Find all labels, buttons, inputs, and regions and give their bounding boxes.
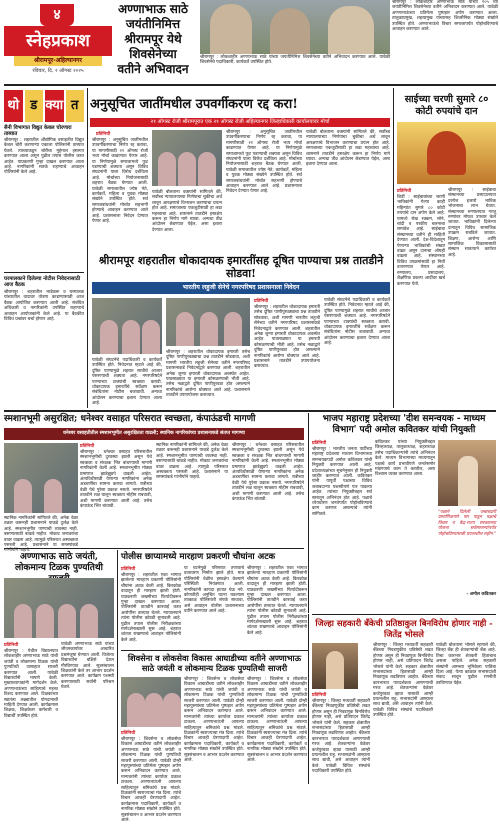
- edition-city: श्रीरामपूर-अहिल्यानगर: [14, 56, 102, 66]
- column-divider: [87, 88, 88, 408]
- masthead-story-text: श्रीरामपूर : लोकशाहीर अण्णाभाऊ साठे यांच्या १०५ व्या जयंतीनिमित्त शिवसेनेच्या वतीने अभिवादन करण्यात आले. यावेळी अण्णाभाऊंच्या प्रतिमेला पुष्पहार अर्पण करण्यात आला. तालुकाप्रमुख, शहरप्रमुख यांच्यासह शिवसैनिक मोठ्या संख्येने उपस्थित होते. अण्णाभाऊंचे विचार समाजापर्यंत पोहोचविण्याचे आवाहन करण्यात आले.: [392, 0, 498, 33]
- police-body-col2: या घटनेमुळे परिसरात तणावाचे वातावरण निर्माण झाले होते. मात्र पोलिसांनी वेळीच हस्तक्षेप केल्याने परिस्थिती नियंत्रणात आली. नागरिकांनी कायदा हातात घेऊ नये. कोणतीही अनुचित घटना घडल्यास तात्काळ पोलिसांशी संपर्क साधावा, असे आवाहन पोलीस प्रशासनाच्या वतीने करण्यात आले आहे.: [184, 566, 244, 615]
- water-dateline: प्रतिनिधी: [254, 299, 269, 304]
- annabhau-photo: [4, 578, 114, 638]
- lead-body-col4: यावेळी बोलताना वक्त्यांनी सांगितले की, सर्वोच्च न्यायालयाच्या निर्णयाचा चुकीचा अर्थ लावून आरक्षणाचे विभाजन करण्याचा प्रयत्न होत आहे. समाजाच्या एकजुटीसाठी हा लढा महत्त्वाचा आहे. शासनाने तातडीने हस्तक्षेप करून हा निर्णय मागे घ्यावा. अन्यथा तीव्र आंदोलन छेडण्यात येईल, असा इशारा देण्यात आला.: [306, 130, 390, 168]
- cemetery-body-col0: स्थानिक नागरिकांनी सांगितले की, अनेक वेळा तक्रार करूनही प्रशासनाने याकडे दुर्लक्ष केले आहे. स्मशानभूमीत पाण्याची व्यवस्था नाही. बसण्यासाठी बाकडे नाहीत. मोकाट जनावरांचा वावर वाढला आहे. त्यामुळे परिसरात अस्वच्छता पसरली आहे. प्रशासनाने या समस्यांकडे गांभीर्याने पाहावे.: [4, 516, 78, 554]
- masthead-photo: [200, 0, 390, 54]
- annabhau-body-col1: श्रीरामपूर : येथील विद्यालयात लोकशाहीर अण्णाभाऊ साठे यांची जयंती व लोकमान्य टिळक यांची पुण्यतिथी उत्साहात साजरी करण्यात आली. यावेळी विद्यार्थ्यांनी भाषणे केली. मुख्याध्यापकांनी मार्गदर्शन केले. अण्णाभाऊंच्या साहित्याचे महत्त्व विशद करण्यात आले. टिळकांच्या स्वातंत्र्य लढ्यातील योगदानाची माहिती देण्यात आली. कार्यक्रमास शिक्षक, शिक्षकेतर कर्मचारी व विद्यार्थी उपस्थित होते.: [4, 649, 58, 719]
- temple-headline: साईच्या चरणी सुमारे ८० कोटी रुपयांचे दान: [404, 94, 489, 117]
- bjp-dateline: प्रतिनिधी: [312, 441, 327, 446]
- section-divider: [4, 548, 304, 549]
- section-divider: [4, 410, 496, 412]
- water-photo: [92, 298, 162, 354]
- column-divider: [393, 88, 394, 408]
- edition-date: रविवार, दि. २ ऑगस्ट २०२५: [32, 68, 84, 74]
- police-body-col1: श्रीरामपूर : शहरातील एका भागात झालेल्या मारहाण प्रकरणी पोलिसांनी चौघांना अटक केली आहे. किरकोळ वादातून ही मारहाण झाली होती. याप्रकरणी जखमीच्या फिर्यादीवरून गुन्हा दाखल करण्यात आला. पोलिसांनी तातडीने कारवाई करत आरोपींना ताब्यात घेतले. न्यायालयाने त्यांना पोलीस कोठडी सुनावली आहे. पुढील तपास पोलीस निरीक्षकांच्या मार्गदर्शनाखाली सुरू आहे. शहरात शांतता राखण्याचे आवाहन पोलिसांनी केले आहे.: [121, 573, 181, 643]
- cemetery-body-col1: श्रीरामपूर : धनेश्वर वसाहत परिसरातील स्मशानभूमीची दुरवस्था झाली असून येथे स्वच्छता व संरक्षक भिंत बांधण्याची मागणी नागरिकांनी केली आहे. स्मशानभूमीत मोठ्या प्रमाणात झाडेझुडपे वाढली आहेत. अंत्यविधीसाठी येणाऱ्या नागरिकांना अनेक अडचणींचा सामना करावा लागतो. रात्रीच्या वेळी येथे पुरेसा प्रकाश नसतो. नगरपरिषदेने तातडीने लक्ष घालून स्वच्छता मोहीम राबवावी, अशी मागणी करण्यात आली आहे. तसेच कंपाऊंड भिंत बांधावी.: [80, 450, 152, 510]
- column-divider: [308, 413, 309, 613]
- police-body-col3: श्रीरामपूर : शहरातील एका भागात झालेल्या मारहाण प्रकरणी पोलिसांनी चौघांना अटक केली आहे. किरकोळ वादातून ही मारहाण झाली होती. याप्रकरणी जखमीच्या फिर्यादीवरून गुन्हा दाखल करण्यात आला. पोलिसांनी तातडीने कारवाई करत आरोपींना ताब्यात घेतले. न्यायालयाने त्यांना पोलीस कोठडी सुनावली आहे. पुढील तपास पोलीस निरीक्षकांच्या मार्गदर्शनाखाली सुरू आहे. शहरात शांतता राखण्याचे आवाहन पोलिसांनी केले आहे.: [247, 566, 307, 636]
- brief-divider: [4, 272, 84, 273]
- shivsena-photo: [121, 677, 181, 727]
- brief-2-title: घरमालकाने दिलेल्या नोटीस निवेदनासाठी आज बैठक: [4, 276, 81, 289]
- temple-body-col2: श्रीरामपूर : साईबाबा संस्थानच्या प्रसादालयात दररोज हजारो भाविक भोजनाचा लाभ घेतात. संस्थानच्या रुग्णालयात गरजू रुग्णांवर मोफत उपचार केले जातात. भाविकांनी दिलेल्या दानातून विविध सामाजिक उपक्रम राबविले जातात. शिक्षण, आरोग्य आणि सामाजिक विकासासाठी संस्थान सातत्याने कार्यरत आहे.: [448, 188, 496, 258]
- masthead-logo-block: [4, 4, 112, 78]
- bank-dateline: प्रतिनिधी: [312, 693, 327, 698]
- shivsena-body-col2: श्रीरामपूर : शिवसेना व लोकसेवा विकास आघाडीच्या वतीने लोकशाहीर अण्णाभाऊ साठे यांची जयंती व लोकमान्य टिळक यांची पुण्यतिथी साजरी करण्यात आली. यावेळी दोन्ही महापुरुषांच्या प्रतिमेला पुष्पहार अर्पण करून अभिवादन करण्यात आले. मान्यवरांनी त्यांच्या कार्यावर प्रकाश टाकला. अण्णाभाऊंनी आपल्या साहित्यातून श्रमिकांचे प्रश्न मांडले. टिळकांनी स्वराज्याचा मंत्र दिला. त्यांचे विचार आजही प्रेरणादायी आहेत. कार्यक्रमास पदाधिकारी, कार्यकर्ते व नागरिक मोठ्या संख्येने उपस्थित होते. सूत्रसंचालन व आभार प्रदर्शन करण्यात आले.: [184, 677, 244, 764]
- cemetery-body-col3: श्रीरामपूर : धनेश्वर वसाहत परिसरातील स्मशानभूमीची दुरवस्था झाली असून येथे स्वच्छता व संरक्षक भिंत बांधण्याची मागणी नागरिकांनी केली आहे. स्मशानभूमीत मोठ्या प्रमाणात झाडेझुडपे वाढली आहेत. अंत्यविधीसाठी येणाऱ्या नागरिकांना अनेक अडचणींचा सामना करावा लागतो. रात्रीच्या वेळी येथे पुरेसा प्रकाश नसतो. नगरपरिषदेने तातडीने लक्ष घालून स्वच्छता मोहीम राबवावी, अशी मागणी करण्यात आली आहे. तसेच कंपाऊंड भिंत बांधावी.: [232, 443, 304, 503]
- water-body-col2: श्रीरामपूर : शहरातील धोकादायक इमारती तसेच दूषित पाणीपुरवठ्याचा प्रश्न तातडीने सोडवावा, अशी मागणी भारतीय लहुजी सेनेच्या वतीने नगरपरिषद प्रशासनाकडे निवेदनाद्वारे करण्यात आली. शहरातील अनेक जुन्या इमारती धोकादायक अवस्थेत आहेत. पावसाळ्यात या इमारती कोसळण्याची भीती आहे. तसेच नळाद्वारे दूषित पाणीपुरवठा होत असल्याने नागरिकांचे आरोग्य धोक्यात आले आहे. प्रशासनाने तातडीने उपाययोजना कराव्यात.: [166, 350, 250, 399]
- water-strip: भारतीय लहुजी सेनेचे नगरपरिषद प्रशासनाला निवेदन: [92, 282, 390, 294]
- shivsena-dateline: प्रतिनिधी: [121, 731, 136, 736]
- cemetery-photo: [4, 443, 78, 513]
- brief-1-text: श्रीरामपूर : शहरातील औद्योगिक वसाहतीत विद्युत केबल चोरी करणाऱ्या एकाला पोलिसांनी ताब्यात घेतले. त्याच्याकडून चोरीचा मुद्देमाल हस्तगत करण्यात आला असून पुढील तपास पोलीस करत आहेत. याप्रकरणी गुन्हा दाखल करण्यात आला आहे. नागरिकांनी सतर्क राहण्याचे आवाहन पोलिसांनी केले आहे.: [4, 138, 84, 176]
- bjp-headline: भाजप महाराष्ट्र प्रदेशच्या 'दीश समन्वयक - माध्यम विभाग' पदी अमोल कवितकर यांची नियुक्ती: [322, 414, 486, 435]
- temple-photo: [397, 122, 496, 184]
- annabhau-body-col2: यावेळी अण्णाभाऊ साठे यांच्या जीवनकार्यावर आधारित प्रश्नमंजुषा घेण्यात आली. विजेत्या विद्यार्थ्यांना बक्षिसे देऊन गौरविण्यात आले. सूत्रसंचालन शिक्षकांनी केले तर आभार प्रदर्शन करण्यात आले. कार्यक्रम यशस्वी करण्यासाठी सर्वांनी परिश्रम घेतले.: [61, 642, 114, 691]
- bjp-body-col1: श्रीरामपूर : भारतीय जनता पार्टीच्या महाराष्ट्र प्रदेशच्या माध्यम विभागाच्या समन्वयकपदी अमोल कवितकर यांची नियुक्ती करण्यात आली आहे. प्रदेशाध्यक्षांच्या सूचनेनुसार ही नियुक्ती जाहीर करण्यात आली. कवितकर यांनी यापूर्वी पक्षाच्या विविध जबाबदाऱ्या यशस्वीपणे पार पाडल्या आहेत. त्यांच्या नियुक्तीबद्दल सर्व स्तरातून अभिनंदन होत आहे. पक्षाचे ध्येयधोरण जनतेपर्यंत पोहोचविण्याचे काम करणार असल्याचे त्यांनी सांगितले.: [312, 447, 372, 517]
- shivsena-body-col1: श्रीरामपूर : शिवसेना व लोकसेवा विकास आघाडीच्या वतीने लोकशाहीर अण्णाभाऊ साठे यांची जयंती व लोकमान्य टिळक यांची पुण्यतिथी साजरी करण्यात आली. यावेळी दोन्ही महापुरुषांच्या प्रतिमेला पुष्पहार अर्पण करून अभिवादन करण्यात आले. मान्यवरांनी त्यांच्या कार्यावर प्रकाश टाकला. अण्णाभाऊंनी आपल्या साहित्यातून श्रमिकांचे प्रश्न मांडले. टिळकांनी स्वराज्याचा मंत्र दिला. त्यांचे विचार आजही प्रेरणादायी आहेत. कार्यक्रमास पदाधिकारी, कार्यकर्ते व नागरिक मोठ्या संख्येने उपस्थित होते. सूत्रसंचालन व आभार प्रदर्शन करण्यात आले.: [121, 737, 181, 824]
- police-dateline: प्रतिनिधी: [121, 567, 136, 572]
- water-body-col3: श्रीरामपूर : शहरातील धोकादायक इमारती तसेच दूषित पाणीपुरवठ्याचा प्रश्न तातडीने सोडवावा, अशी मागणी भारतीय लहुजी सेनेच्या वतीने नगरपरिषद प्रशासनाकडे निवेदनाद्वारे करण्यात आली. शहरातील अनेक जुन्या इमारती धोकादायक अवस्थेत आहेत. पावसाळ्यात या इमारती कोसळण्याची भीती आहे. तसेच नळाद्वारे दूषित पाणीपुरवठा होत असल्याने नागरिकांचे आरोग्य धोक्यात आले आहे. प्रशासनाने तातडीने उपाययोजना कराव्यात.: [254, 305, 320, 370]
- section-divider: [121, 650, 308, 651]
- bjp-quote: "पक्षाने दिलेली जबाबदारी प्रामाणिकपणे पार पाडून पक्षाचे विचार व केंद्र-राज्य सरकारच्या योजना सर्वसामान्यांपर्यंत पोहोचविण्यासाठी प्रयत्नशील राहीन.": [438, 510, 497, 537]
- page-number-badge: ४: [40, 4, 74, 26]
- police-headline: पोलीस छाप्यामध्ये मारहाण प्रकरणी चौघांना अटक: [121, 552, 276, 562]
- water-headline: श्रीरामपूर शहरातील धोकादायक इमारतींसह दूषित पाण्याचा प्रश्न तातडीने सोडवा!: [98, 254, 384, 280]
- briefs-banner: थो ड क्या त: [4, 90, 84, 122]
- column-divider: [308, 614, 309, 784]
- section-divider: [312, 614, 496, 615]
- lead-body-col1: श्रीरामपूर : अनुसूचित जातींमधील उपवर्गीकरणाचा निर्णय रद्द करावा, या मागणीसाठी २१ ऑगस्ट रोजी भव्य मोर्चा काढण्यात येणार आहे. या निर्णयामुळे समाजामध्ये फूट पडण्याची शक्यता असून विविध संघटनांनी याला विरोध दर्शविला आहे. मोर्चाच्या नियोजनासाठी शहरात बैठक घेण्यात आली. यावेळी समाजातील ज्येष्ठ नेते, कार्यकर्ते, महिला व युवक मोठ्या संख्येने उपस्थित होते. सर्व समाजबांधवांनी मोर्चात सहभागी होण्याचे आवाहन करण्यात आले आहे. प्रशासनाला निवेदन देण्यात येणार आहे.: [92, 138, 148, 225]
- cemetery-dateline: प्रतिनिधी: [80, 444, 95, 449]
- lead-dateline: प्रतिनिधी: [96, 132, 111, 137]
- water-photo-2: [166, 298, 250, 346]
- newspaper-logo: स्नेहप्रकाश: [4, 26, 112, 56]
- water-body-col1: यावेळी संघटनेचे पदाधिकारी व कार्यकर्ते उपस्थित होते. निवेदनात म्हटले आहे की, दूषित पाण्यामुळे शहरात साथीचे आजार पसरण्याची शक्यता आहे. नगरपरिषदेने पाण्याच्या टाक्यांची स्वच्छता करावी. धोकादायक इमारतींचे सर्वेक्षण करून संबंधितांना नोटीस बजावावी. अन्यथा आंदोलन करण्याचा इशारा देण्यात आला आहे.: [92, 358, 162, 407]
- shivsena-headline: शिवसेना व लोकसेवा विकास आघाडीच्या वतीने अण्णाभाऊ साठे जयंती व लोकमान्य टिळक पुण्यतिथी साजरी: [127, 653, 302, 673]
- lead-body-col3: श्रीरामपूर : अनुसूचित जातींमधील उपवर्गीकरणाचा निर्णय रद्द करावा, या मागणीसाठी २१ ऑगस्ट रोजी भव्य मोर्चा काढण्यात येणार आहे. या निर्णयामुळे समाजामध्ये फूट पडण्याची शक्यता असून विविध संघटनांनी याला विरोध दर्शविला आहे. मोर्चाच्या नियोजनासाठी शहरात बैठक घेण्यात आली. यावेळी समाजातील ज्येष्ठ नेते, कार्यकर्ते, महिला व युवक मोठ्या संख्येने उपस्थित होते. सर्व समाजबांधवांनी मोर्चात सहभागी होण्याचे आवाहन करण्यात आले आहे. प्रशासनाला निवेदन देण्यात येणार आहे.: [226, 130, 302, 195]
- annabhau-dateline: प्रतिनिधी: [4, 643, 19, 648]
- masthead-divider: [4, 84, 496, 86]
- bjp-portrait: [438, 440, 496, 506]
- brief-1-title: सैनी विभागात विद्युत केबल चोरणारा ताब्यात: [4, 125, 72, 138]
- bjp-body-col2: कवितकर यांच्या नियुक्तीबद्दल जिल्हाध्यक्ष, तालुकाध्यक्ष, शहराध्यक्ष तसेच पदाधिकाऱ्यांनी त्यांचे अभिनंदन केले. माध्यम विभागाच्या माध्यमातून पक्षाचे कार्य प्रभावीपणे जनतेसमोर मांडण्याचे काम ते करतील, असा विश्वास व्यक्त करण्यात आला.: [375, 440, 435, 478]
- lead-photo: [152, 130, 222, 186]
- annabhau-headline: अण्णाभाऊ साठे जयंती, लोकमान्य टिळक पुण्यतिथी: [15, 552, 103, 573]
- shivsena-body-col3: श्रीरामपूर : शिवसेना व लोकसेवा विकास आघाडीच्या वतीने लोकशाहीर अण्णाभाऊ साठे यांची जयंती व लोकमान्य टिळक यांची पुण्यतिथी साजरी करण्यात आली. यावेळी दोन्ही महापुरुषांच्या प्रतिमेला पुष्पहार अर्पण करून अभिवादन करण्यात आले. मान्यवरांनी त्यांच्या कार्यावर प्रकाश टाकला. अण्णाभाऊंनी आपल्या साहित्यातून श्रमिकांचे प्रश्न मांडले. टिळकांनी स्वराज्याचा मंत्र दिला. त्यांचे विचार आजही प्रेरणादायी आहेत. कार्यक्रमास पदाधिकारी, कार्यकर्ते व नागरिक मोठ्या संख्येने उपस्थित होते. सूत्रसंचालन व आभार प्रदर्शन करण्यात आले.: [247, 677, 307, 764]
- bank-body-col1: श्रीरामपूर : जिल्हा मध्यवर्ती सहकारी बँकेच्या निवडणुकीत प्रतिष्ठेची लढत होणार असून ही निवडणूक बिनविरोध होणार नाही, असे प्रतिपादन जितेंद्र भोसले यांनी केले. सहकार क्षेत्रातील सभासदांच्या हितासाठी आम्ही निवडणूक लढविणार आहोत. बँकेच्या कारभारात पारदर्शकता आणण्याची गरज आहे. शेतकऱ्यांना वेळेवर कर्जपुरवठा व्हावा यासाठी आम्ही प्रयत्नशील राहू. सभासदांनी आम्हाला साथ द्यावी, असे आवाहन त्यांनी केले. यावेळी विविध संस्थांचे पदाधिकारी उपस्थित होते.: [312, 699, 370, 775]
- lead-headline: अनुसूचित जातींमधील उपवर्गीकरण रद्द करा!: [90, 97, 298, 112]
- column-divider: [117, 550, 118, 784]
- lead-body-col2: यावेळी बोलताना वक्त्यांनी सांगितले की, सर्वोच्च न्यायालयाच्या निर्णयाचा चुकीचा अर्थ लावून आरक्षणाचे विभाजन करण्याचा प्रयत्न होत आहे. समाजाच्या एकजुटीसाठी हा लढा महत्त्वाचा आहे. शासनाने तातडीने हस्तक्षेप करून हा निर्णय मागे घ्यावा. अन्यथा तीव्र आंदोलन छेडण्यात येईल, असा इशारा देण्यात आला.: [152, 190, 222, 233]
- bjp-quote-by: - अमोल कवितकर: [466, 592, 496, 597]
- cemetery-body-col2: स्थानिक नागरिकांनी सांगितले की, अनेक वेळा तक्रार करूनही प्रशासनाने याकडे दुर्लक्ष केले आहे. स्मशानभूमीत पाण्याची व्यवस्था नाही. बसण्यासाठी बाकडे नाहीत. मोकाट जनावरांचा वावर वाढला आहे. त्यामुळे परिसरात अस्वच्छता पसरली आहे. प्रशासनाने या समस्यांकडे गांभीर्याने पाहावे.: [156, 443, 228, 481]
- temple-dateline: प्रतिनिधी: [397, 189, 412, 194]
- masthead-headline: अण्णाभाऊ साठे जयंतीनिमित्त श्रीरामपूर येथे शिवसेनेच्या वतीने अभिवादन: [117, 2, 189, 76]
- cemetery-headline: स्मशानभूमी असुरक्षित; धनेश्वर वसाहत परिसरात स्वच्छता, कंपाऊंडची मागणी: [4, 414, 256, 424]
- masthead-photo-caption: श्रीरामपूर : लोकशाहीर अण्णाभाऊ साठे यांच्या जयंतीनिमित्त शिवसेनेच्या वतीने अभिवादन करण्यात आले. यावेळी शिवसेनेचे पदाधिकारी, कार्यकर्ते उपस्थित होते.: [200, 55, 390, 66]
- cemetery-strip: धनेश्वर वसाहतीतील स्मशानभूमीत असुरक्षितता वाढली; स्थानिक नागरिकांच्या प्रशासनाकडे संतप्त मागण्या: [4, 428, 304, 440]
- lead-subline: २१ ऑगस्ट रोजी श्रीरामपूरात एक २१ ऑगस्ट रोजी अहिल्यानगर जिल्हाधिकारी कार्यालयावर मोर्चा: [90, 118, 390, 127]
- temple-body-col1: शिर्डी : साईबाबांच्या चरणी भाविकांनी गेल्या काही महिन्यांत सुमारे ८० कोटी रुपयांचे दान अर्पण केले आहे. यामध्ये रोख रक्कम, सोने, चांदी व परकीय चलनाचा समावेश आहे. साईबाबा संस्थानच्या वतीने ही माहिती देण्यात आली. देश-विदेशातून येणाऱ्या भाविकांची संख्या वाढत असून दानाचा ओघही वाढला आहे. संस्थानच्या विविध उपक्रमांसाठी हा निधी वापरण्यात येणार आहे. रुग्णालय, प्रसादालय, शैक्षणिक प्रकल्प आदींवर खर्च करण्यात येतो.: [397, 195, 445, 287]
- brief-2-text: श्रीरामपूर : शहरातील भाडेकरू व घरमालक यांच्यातील वादावर तोडगा काढण्यासाठी आज बैठक आयोजित करण्यात आली आहे. संबंधित अधिकारी व नागरिकांनी उपस्थित राहण्याचे आवाहन आयोजकांनी केले आहे. या बैठकीत विविध प्रश्नांवर चर्चा होणार आहे.: [4, 290, 84, 323]
- bank-body-col3: यावेळी बोलताना भोसले म्हणाले की, जिल्हा बँक ही शेतकऱ्यांची बँक आहे. तिचा कारभार शेतकरी हिताचाच असला पाहिजे. अनेक सहकारी संस्थांनी आमच्या भूमिकेला पाठिंबा दिला आहे. येत्या काळात सभासदांशी संवाद साधून पुढील रणनीती ठरविण्यात येईल.: [436, 643, 496, 686]
- bank-headline: जिल्हा सहकारी बँकेची प्रतिष्ठाकुल बिनविरोध होणार नाही - जितेंद्र भोसले: [315, 618, 493, 639]
- bank-body-col2: श्रीरामपूर : जिल्हा मध्यवर्ती सहकारी बँकेच्या निवडणुकीत प्रतिष्ठेची लढत होणार असून ही निवडणूक बिनविरोध होणार नाही, असे प्रतिपादन जितेंद्र भोसले यांनी केले. सहकार क्षेत्रातील सभासदांच्या हितासाठी आम्ही निवडणूक लढविणार आहोत. बँकेच्या कारभारात पारदर्शकता आणण्याची गरज आहे. शेतकऱ्यांना वेळेवर कर्जपुरवठा व्हावा यासाठी आम्ही प्रयत्नशील राहू. सभासदांनी आम्हाला साथ द्यावी, असे आवाहन त्यांनी केले. यावेळी विविध संस्थांचे पदाधिकारी उपस्थित होते.: [373, 643, 433, 719]
- water-body-col4: यावेळी संघटनेचे पदाधिकारी व कार्यकर्ते उपस्थित होते. निवेदनात म्हटले आहे की, दूषित पाण्यामुळे शहरात साथीचे आजार पसरण्याची शक्यता आहे. नगरपरिषदेने पाण्याच्या टाक्यांची स्वच्छता करावी. धोकादायक इमारतींचे सर्वेक्षण करून संबंधितांना नोटीस बजावावी. अन्यथा आंदोलन करण्याचा इशारा देण्यात आला आहे.: [324, 298, 390, 347]
- bank-portrait: [312, 643, 358, 689]
